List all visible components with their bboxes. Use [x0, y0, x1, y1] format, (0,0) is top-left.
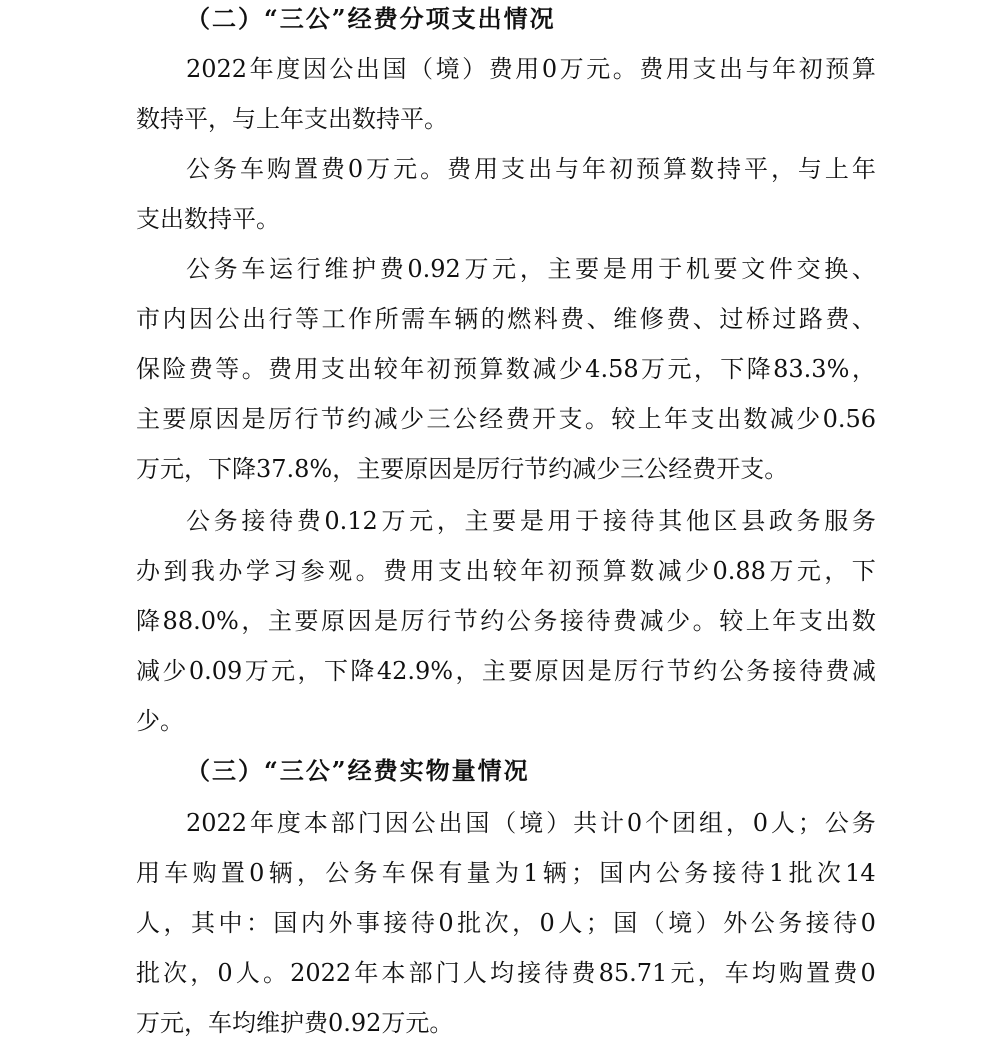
paragraph-line: 批 次 ， 0 人 。 2022 年 本 部 门 人 均 接 待 费 85.71 元 ， 车 均 购 置 费 0: [136, 959, 876, 987]
section-heading-expense-breakdown: （二）“三公”经费分项支出情况: [186, 4, 556, 33]
paragraph-line: 支出数持平。: [136, 205, 280, 233]
paragraph-line: 保 险 费 等 。 费 用 支 出 较 年 初 预 算 数 减 少 4.58 万 元 ， 下 降 83.3% ，: [136, 355, 876, 383]
paragraph-line: 2022 年 度 本 部 门 因 公 出 国 （ 境 ） 共 计 0 个 团 组 ， 0 人 ； 公 务: [186, 809, 876, 837]
paragraph-line: 少。: [136, 707, 184, 735]
paragraph-line: 公 务 接 待 费 0.12 万 元 ， 主 要 是 用 于 接 待 其 他 区 县 政 务 服 务: [186, 507, 876, 535]
paragraph-line: 万元，下降37.8%，主要原因是厉行节约减少三公经费开支。: [136, 455, 789, 483]
paragraph-line: 数持平，与上年支出数持平。: [136, 105, 448, 133]
paragraph-line: 主 要 原 因 是 厉 行 节 约 减 少 三 公 经 费 开 支 。 较 上 年 支 出 数 减 少 0.56: [136, 405, 876, 433]
section-heading-physical-quantity: （三）“三公”经费实物量情况: [186, 756, 530, 785]
paragraph-line: 万元，车均维护费0.92万元。: [136, 1009, 454, 1037]
paragraph-line: 减 少 0.09 万 元 ， 下 降 42.9% ， 主 要 原 因 是 厉 行 节 约 公 务 接 待 费 减: [136, 657, 876, 685]
paragraph-line: 公 务 车 运 行 维 护 费 0.92 万 元 ， 主 要 是 用 于 机 要 文 件 交 换 、: [186, 255, 876, 283]
paragraph-line: 办 到 我 办 学 习 参 观 。 费 用 支 出 较 年 初 预 算 数 减 少 0.88 万 元 ， 下: [136, 557, 876, 585]
paragraph-line: 市 内 因 公 出 行 等 工 作 所 需 车 辆 的 燃 料 费 、 维 修 费 、 过 桥 过 路 费 、: [136, 305, 876, 333]
paragraph-line: 降 88.0% ， 主 要 原 因 是 厉 行 节 约 公 务 接 待 费 减 少 。 较 上 年 支 出 数: [136, 607, 876, 635]
paragraph-line: 用 车 购 置 0 辆 ， 公 务 车 保 有 量 为 1 辆 ； 国 内 公 务 接 待 1 批 次 14: [136, 859, 876, 887]
paragraph-line: 2022 年 度 因 公 出 国 （ 境 ） 费 用 0 万 元 。 费 用 支 出 与 年 初 预 算: [186, 55, 876, 83]
paragraph-line: 公 务 车 购 置 费 0 万 元 。 费 用 支 出 与 年 初 预 算 数 持 平 ， 与 上 年: [186, 155, 876, 183]
paragraph-line: 人 ， 其 中 ： 国 内 外 事 接 待 0 批 次 ， 0 人 ； 国 （ 境 ） 外 公 务 接 待 0: [136, 909, 876, 937]
